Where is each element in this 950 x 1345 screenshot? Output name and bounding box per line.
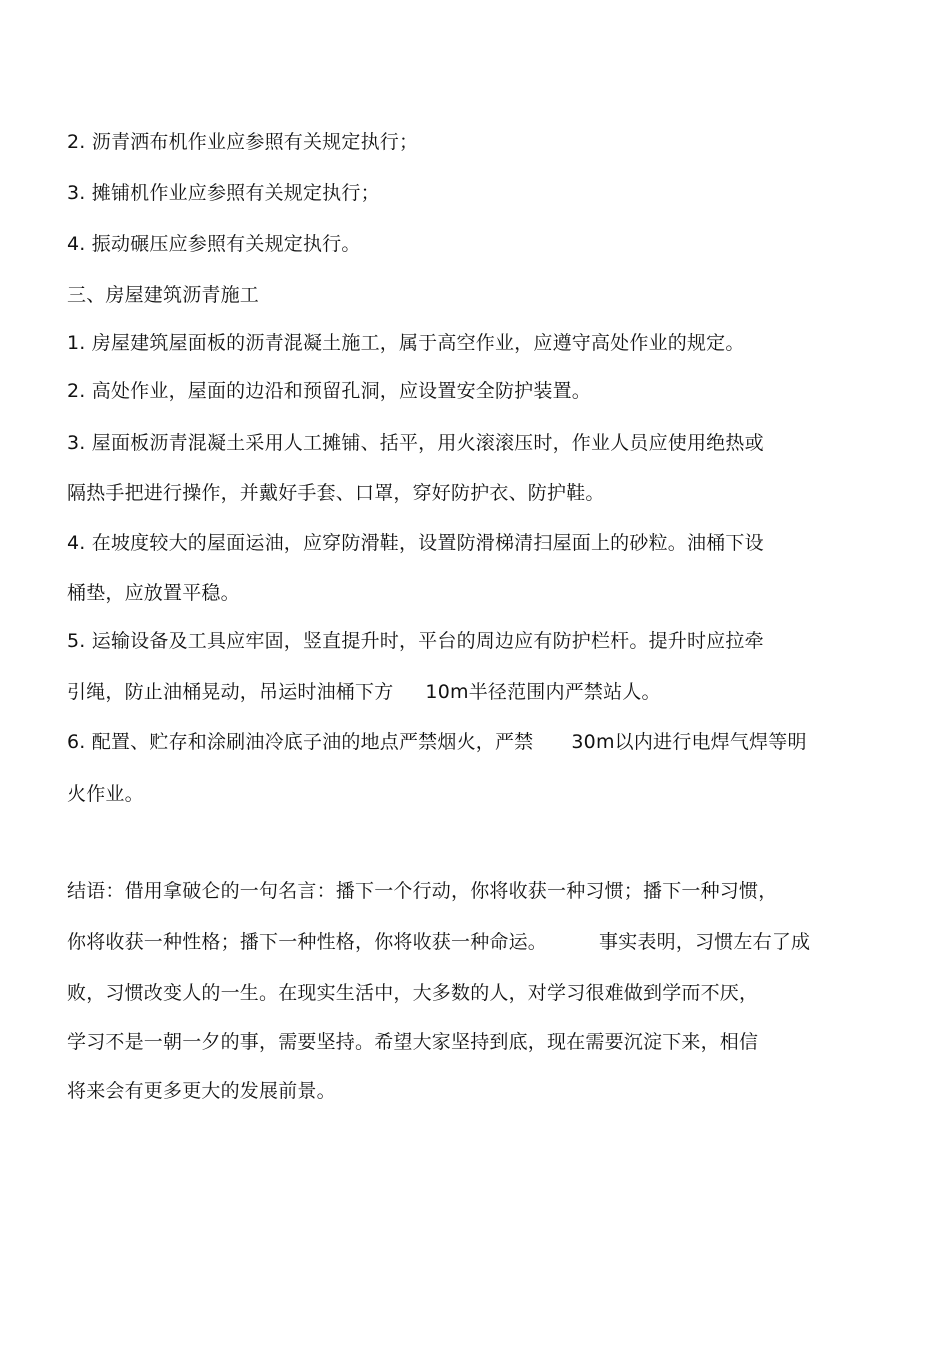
paragraph-line: 结语：借用拿破仑的一句名言：播下一个行动，你将收获一种习惯；播下一种习惯， <box>67 880 778 902</box>
paragraph-line <box>67 680 661 704</box>
paragraph-line: 火作业。 <box>67 783 144 805</box>
text-segment: 事实表明，习惯左右了成 <box>599 931 811 953</box>
list-item <box>67 730 807 754</box>
list-item: 4. 振动碾压应参照有关规定执行。 <box>67 233 361 255</box>
text-segment: 30m以内进行电焊气焊等明 <box>571 731 807 753</box>
list-item: 4. 在坡度较大的屋面运油，应穿防滑鞋，设置防滑梯清扫屋面上的砂粒。油桶下设 <box>67 532 764 554</box>
paragraph-line: 将来会有更多更大的发展前景。 <box>67 1080 336 1102</box>
list-item: 2. 高处作业，屋面的边沿和预留孔洞，应设置安全防护装置。 <box>67 380 591 402</box>
paragraph-line: 学习不是一朝一夕的事，需要坚持。希望大家坚持到底，现在需要沉淀下来，相信 <box>67 1031 759 1053</box>
paragraph-line <box>67 930 810 954</box>
list-item: 1. 房屋建筑屋面板的沥青混凝土施工，属于高空作业，应遵守高处作业的规定。 <box>67 332 745 354</box>
list-item: 2. 沥青洒布机作业应参照有关规定执行； <box>67 131 419 153</box>
text-segment: 你将收获一种性格；播下一种性格，你将收获一种命运。 <box>67 931 548 953</box>
list-item: 5. 运输设备及工具应牢固，竖直提升时，平台的周边应有防护栏杆。提升时应拉牵 <box>67 630 764 652</box>
list-item: 3. 屋面板沥青混凝土采用人工摊铺、括平，用火滚滚压时，作业人员应使用绝热或 <box>67 432 764 454</box>
list-item: 3. 摊铺机作业应参照有关规定执行； <box>67 182 380 204</box>
section-heading: 三、房屋建筑沥青施工 <box>67 284 260 306</box>
paragraph-line: 桶垫，应放置平稳。 <box>67 582 240 604</box>
text-segment: 6. 配置、贮存和涂刷油冷底子油的地点严禁烟火，严禁 <box>67 731 534 753</box>
paragraph-line: 隔热手把进行操作，并戴好手套、口罩，穿好防护衣、防护鞋。 <box>67 482 605 504</box>
text-segment: 10m半径范围内严禁站人。 <box>425 681 661 703</box>
text-segment: 引绳，防止油桶晃动，吊运时油桶下方 <box>67 681 394 703</box>
paragraph-line: 败，习惯改变人的一生。在现实生活中，大多数的人，对学习很难做到学而不厌， <box>67 982 759 1004</box>
